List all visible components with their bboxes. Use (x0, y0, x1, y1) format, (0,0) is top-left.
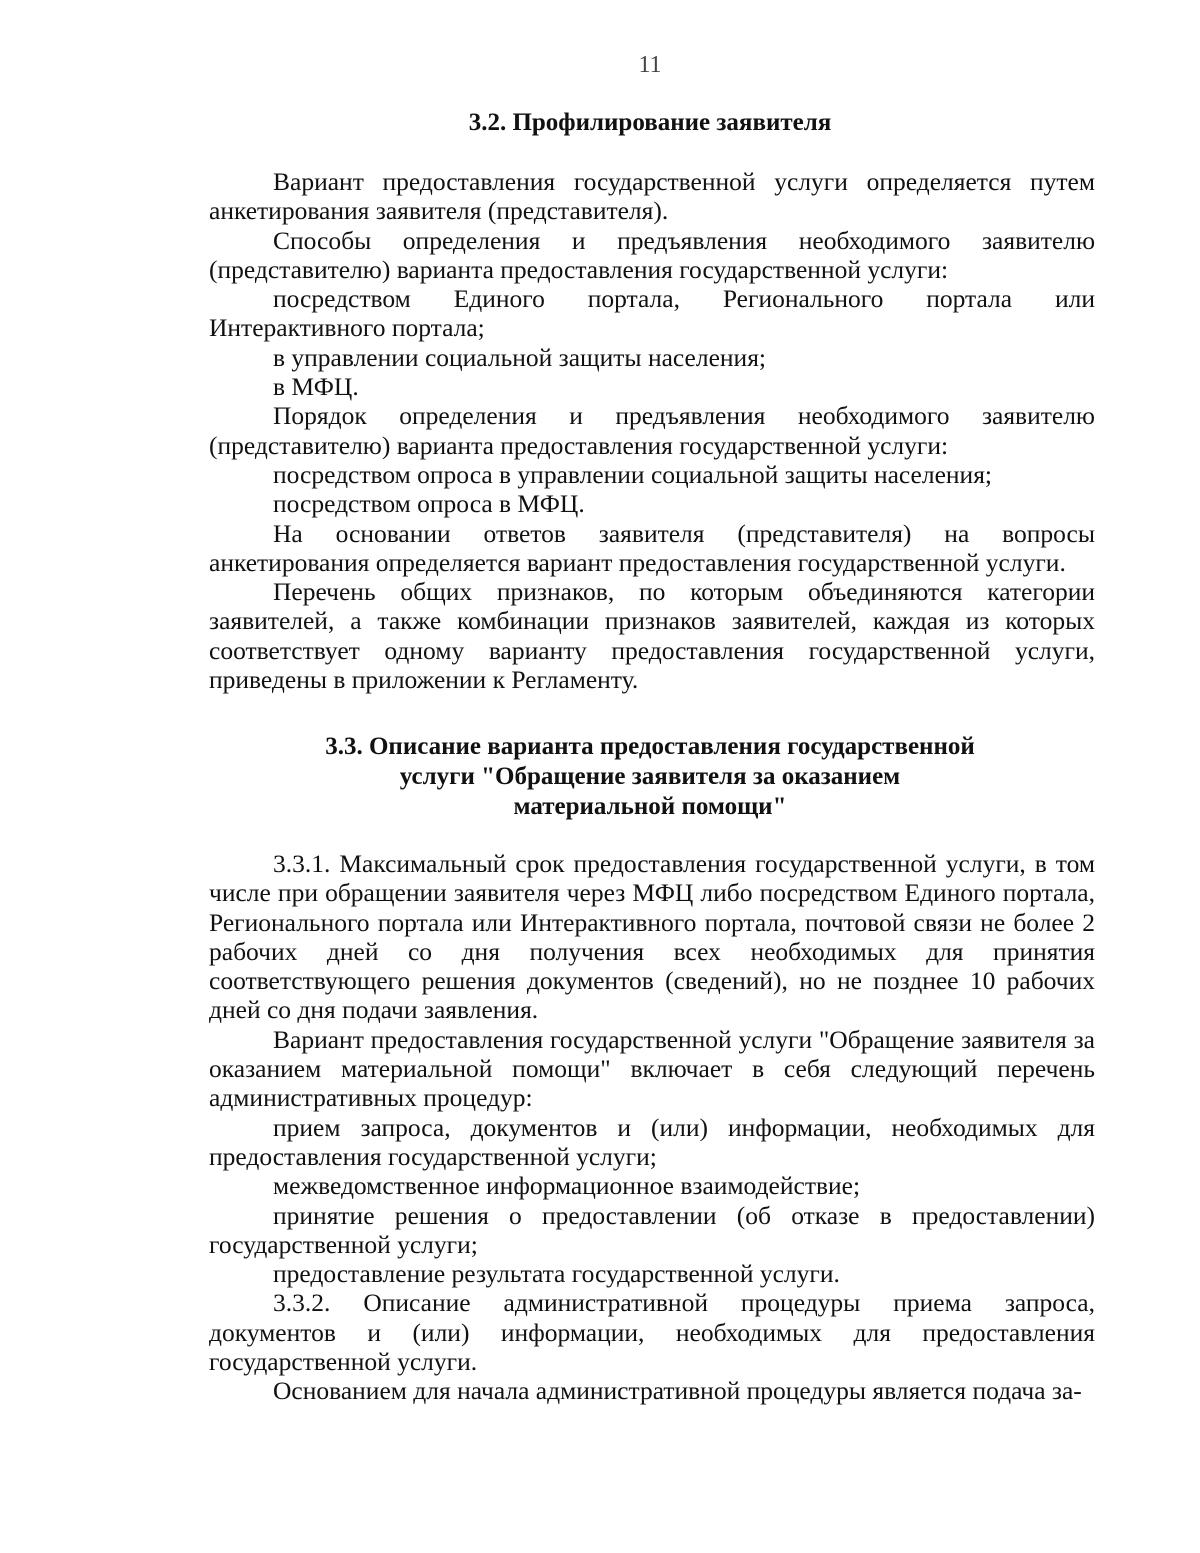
paragraph: Вариант предоставления государственной услуги "Обращение заявителя за оказанием материальной помощи" включает в себя следующий перечень административных процедур: (209, 1024, 1095, 1113)
list-item: межведомственное информационное взаимодействие; (273, 1171, 861, 1201)
section-3-3-heading (0, 732, 1200, 822)
paragraph: Порядок определения и предъявления необходимого заявителю (представителю) варианта предоставления государственной услуги: (209, 401, 1095, 460)
paragraph: 3.3.2. Описание административной процедуры приема запроса, документов и (или) информации, необходимых для предоставления государственной услуги. (209, 1288, 1095, 1377)
list-item: принятие решения о предоставлении (об отказе в предоставлении) государственной услуги; (209, 1200, 1095, 1259)
heading-line: 3.3. Описание варианта предоставления государственной (325, 733, 975, 760)
list-item: посредством опроса в управлении социальной защиты населения; (273, 459, 993, 489)
list-item: прием запроса, документов и (или) информации, необходимых для предоставления государственной услуги; (209, 1112, 1095, 1171)
list-item: в управлении социальной защиты населения; (273, 342, 767, 372)
page-number: 11 (638, 52, 662, 78)
paragraph: Перечень общих признаков, по которым объединяются категории заявителей, а также комбинации признаков заявителей, каждая из которых соответствует одному варианту предоставления государственной услуги, приведены в приложении к Регламенту. (209, 577, 1095, 695)
paragraph: Вариант предоставления государственной услуги определяется путем анкетирования заявителя (представителя). (209, 167, 1095, 226)
list-item: посредством Единого портала, Регионального портала или Интерактивного портала; (209, 284, 1095, 343)
paragraph: Способы определения и предъявления необходимого заявителю (представителю) варианта предоставления государственной услуги: (209, 225, 1095, 284)
list-item: предоставление результата государственной услуги. (273, 1259, 840, 1289)
paragraph: На основании ответов заявителя (представителя) на вопросы анкетирования определяется вариант предоставления государственной услуги. (209, 518, 1095, 577)
paragraph: Основанием для начала административной процедуры является подача за- (273, 1376, 1082, 1406)
section-3-2-body (209, 167, 1095, 694)
section-3-2-heading: 3.2. Профилирование заявителя (468, 109, 832, 136)
heading-line: услуги "Обращение заявителя за оказанием (399, 763, 901, 790)
heading-line: материальной помощи" (513, 793, 787, 820)
list-item: в МФЦ. (273, 372, 359, 402)
paragraph: 3.3.1. Максимальный срок предоставления государственной услуги, в том числе при обращении заявителя через МФЦ либо посредством Единого портала, Регионального портала или Интерактивного портала, почтовой связи не более 2 рабочих дней со дня получения всех необходимых для принятия соответствующего решения документов (сведений), но не позднее 10 рабочих дней со дня подачи заявления. (209, 849, 1095, 1025)
section-3-3-body (209, 849, 1095, 1406)
list-item: посредством опроса в МФЦ. (273, 489, 585, 519)
